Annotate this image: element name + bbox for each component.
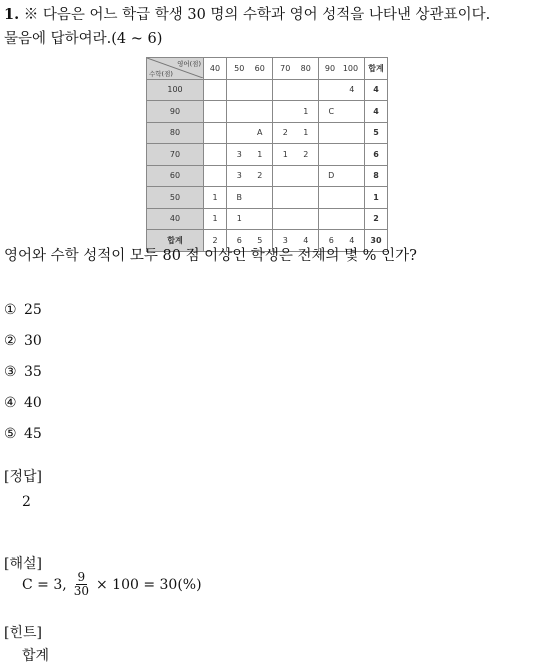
header-90: 90 [324,63,336,73]
cell-value: 4 [303,235,309,245]
cell-pair-c4 [319,187,365,209]
cell-value: 3 [236,171,242,181]
cell-value: 3 [282,235,288,245]
header-40: 40 [204,58,227,80]
table-row [147,122,388,144]
cell-pair-c2 [227,144,273,166]
choice-2[interactable] [4,333,42,349]
fraction-denominator: 30 [73,584,89,599]
row-total: 1 [365,187,388,209]
cell-pair-c4 [319,208,365,230]
cell-value: 4 [349,235,355,245]
cell-value: 1 [303,106,309,116]
cell-value [234,128,244,137]
row-total: 2 [365,208,388,230]
choice-5-text: 45 [24,426,42,442]
answer-value: 2 [22,494,31,510]
choice-1-mark: ① [4,302,17,318]
table-row [147,144,388,166]
choice-5-mark: ⑤ [4,426,17,442]
cell-value: 6 [236,235,242,245]
cell-value [255,193,265,202]
problem-line-2: 물음에 답하여라.(4 ~ 6) [4,31,163,47]
header-50: 50 [234,63,245,73]
cell-value: D [328,171,335,181]
cell-40 [204,165,227,187]
row-label: 60 [147,165,204,187]
cell-pair-c2 [227,187,273,209]
row-label: 90 [147,101,204,123]
cell-value: 1 [257,149,263,159]
header-total: 합계 [365,58,388,80]
choice-1-text: 25 [24,302,42,318]
solution-suffix: × 100 = 30(%) [95,576,202,593]
cell-pair-c4 [319,144,365,166]
cell-value [280,107,290,116]
cell-pair-c2 [227,122,273,144]
row-total: 4 [365,101,388,123]
cell-value: 4 [349,85,355,95]
choice-4[interactable] [4,395,42,411]
cell-value: A [257,128,263,138]
cell-pair-c2 [227,101,273,123]
header-50-60 [227,58,273,80]
cell-pair-c2 [227,208,273,230]
choice-2-text: 30 [24,333,42,349]
choice-4-text: 40 [24,395,42,411]
choice-3-text: 35 [24,364,42,380]
cell-value [347,107,357,116]
cell-pair-c3 [273,79,319,101]
cell-value: 2 [282,128,288,138]
problem-intro: ※ 다음은 어느 학급 학생 30 명의 수학과 영어 성적을 나타낸 상관표이다. [23,7,491,23]
cell-value [255,214,265,223]
cell-value: 3 [236,149,242,159]
table-row [147,79,388,101]
header-80: 80 [300,63,311,73]
cell-40 [204,122,227,144]
cell-pair-c3 [273,144,319,166]
cell-value [326,85,336,94]
cell-value: 5 [257,235,263,245]
header-100: 100 [342,63,359,73]
solution-prefix: C = 3, [22,576,67,593]
cell-pair-c4 [319,79,365,101]
choice-4-mark: ④ [4,395,17,411]
cell-40 [204,101,227,123]
cell-pair-c3 [273,101,319,123]
cell-value: 6 [328,235,334,245]
table-row [147,101,388,123]
cell-pair-c3 [273,208,319,230]
cell-pair-c3 [273,122,319,144]
cell-pair-c4 [319,165,365,187]
hint-label: [힌트] [4,625,42,641]
row-total: 4 [365,79,388,101]
row-label: 40 [147,208,204,230]
header-90-100 [319,58,365,80]
solution-label: [해설] [4,556,42,572]
hint-value: 합계 [22,648,50,664]
cell-pair-c4 [319,101,365,123]
header-60: 60 [254,63,265,73]
answer-label: [정답] [4,469,42,485]
choice-2-mark: ② [4,333,17,349]
cell-pair-c2 [227,165,273,187]
cell-pair-c3 [273,165,319,187]
problem-number: 1. [4,6,20,23]
row-label: 80 [147,122,204,144]
row-total: 6 [365,144,388,166]
cell-value: 2 [257,171,263,181]
fraction-numerator: 9 [77,570,86,584]
choice-5[interactable] [4,426,42,442]
header-70: 70 [280,63,291,73]
row-label: 100 [147,79,204,101]
cell-value: 1 [282,149,288,159]
cell-pair-c2 [227,79,273,101]
table-corner-cell [147,58,204,80]
cell-value: 1 [236,214,242,224]
corner-label-english: 영어(점) [177,60,201,68]
row-label: 합계 [147,230,204,252]
cell-value: C [328,106,335,116]
question-text: 영어와 수학 성적이 모두 80 점 이상인 학생은 전체의 몇 % 인가? [4,248,417,264]
header-70-80 [273,58,319,80]
cell-value [347,171,357,180]
row-label: 50 [147,187,204,209]
row-total: 30 [365,230,388,252]
correlation-table [146,57,388,252]
cell-pair-c3 [273,187,319,209]
cell-40 [204,79,227,101]
table-row [147,187,388,209]
row-total: 5 [365,122,388,144]
table-row [147,165,388,187]
cell-40 [204,144,227,166]
corner-label-math: 수학(점) [149,69,173,78]
cell-pair-c4 [319,122,365,144]
choice-1[interactable] [4,302,42,318]
problem-line-1 [4,3,490,24]
table-row [147,208,388,230]
cell-value: 2 [303,149,309,159]
cell-40: 2 [204,230,227,252]
solution-fraction [72,571,91,598]
cell-40: 1 [204,187,227,209]
choice-3-mark: ③ [4,364,17,380]
row-label: 70 [147,144,204,166]
solution-body [22,571,202,598]
choice-3[interactable] [4,364,42,380]
cell-value: 1 [303,128,309,138]
row-total: 8 [365,165,388,187]
table-header-row [147,58,388,80]
cell-value: B [236,192,242,202]
cell-40: 1 [204,208,227,230]
